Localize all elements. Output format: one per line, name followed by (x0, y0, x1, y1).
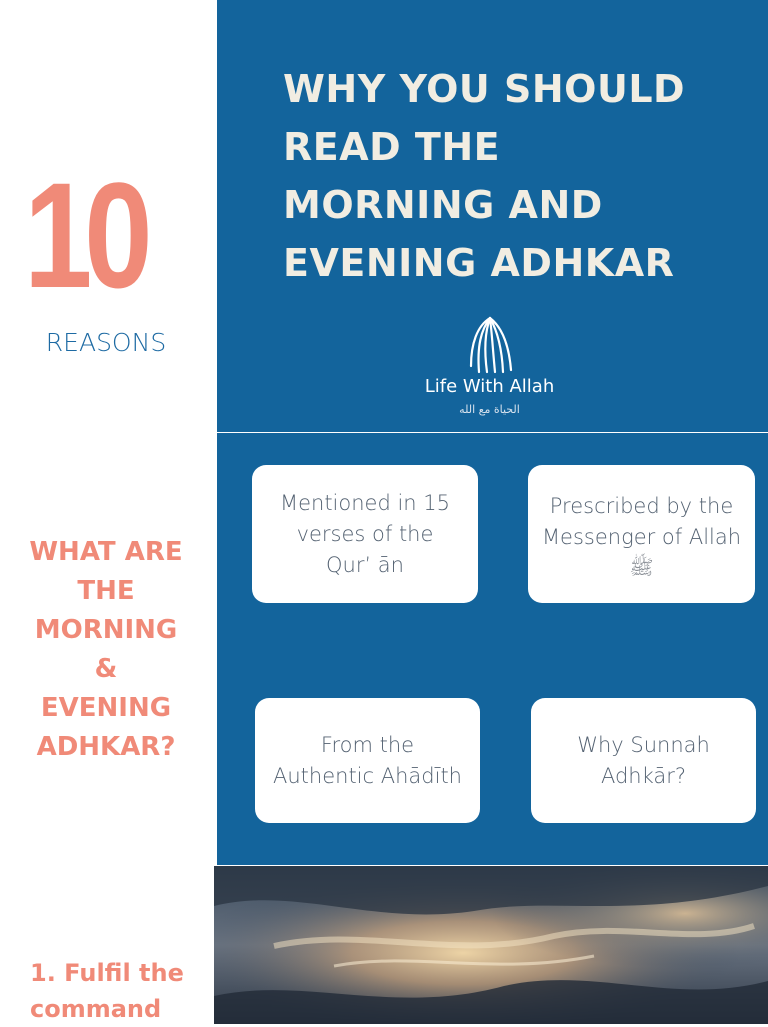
info-card-line: Why Sunnah (577, 732, 710, 757)
info-card-line: Adhkār? (600, 763, 687, 788)
reasons-label: REASONS (45, 328, 167, 357)
info-card (252, 465, 478, 603)
page-title-line: EVENING ADHKAR (283, 241, 675, 285)
info-card-line: Mentioned in 15 (279, 490, 451, 515)
reason-heading-line: command (30, 995, 162, 1023)
big-number: 10 (24, 151, 145, 319)
page-title-line: WHY YOU SHOULD (283, 67, 686, 111)
page-title-line: MORNING AND (283, 183, 603, 227)
section-heading-line: & (94, 654, 118, 684)
feather-fan-logo-icon (467, 316, 513, 374)
reason-heading (30, 955, 210, 1027)
sky-photo-image (214, 866, 768, 1024)
info-card-line: Messenger of Allah (541, 525, 742, 549)
info-card-line: From the (320, 732, 415, 757)
section-heading-line: WHAT ARE (29, 537, 183, 567)
info-card-line: Authentic Ahādīth (273, 763, 462, 788)
brand-arabic-name: الحياة مع الله (459, 403, 520, 416)
info-card (255, 698, 480, 823)
info-card-line: Qur’ ān (325, 552, 404, 577)
page-title-line: READ THE (283, 125, 501, 169)
left-column (0, 0, 216, 1024)
section-heading-line: MORNING (34, 615, 178, 645)
section-heading-line: ADHKAR? (36, 732, 176, 762)
cards-panel (217, 433, 768, 865)
reason-heading-line: 1. Fulfil the (30, 959, 184, 987)
section-heading-line: THE (77, 576, 135, 606)
section-heading-line: EVENING (40, 693, 172, 723)
info-card (531, 698, 756, 823)
section-heading (0, 533, 212, 767)
brand-name: Life With Allah (424, 376, 555, 397)
page-title (283, 60, 753, 292)
info-card-line: verses of the (296, 521, 434, 546)
info-card (528, 465, 755, 603)
sky-photo (214, 866, 768, 1024)
salawat-calligraphy-icon: ﷺ (629, 555, 654, 579)
title-panel (217, 0, 768, 432)
info-card-line: Prescribed by the (549, 494, 734, 518)
